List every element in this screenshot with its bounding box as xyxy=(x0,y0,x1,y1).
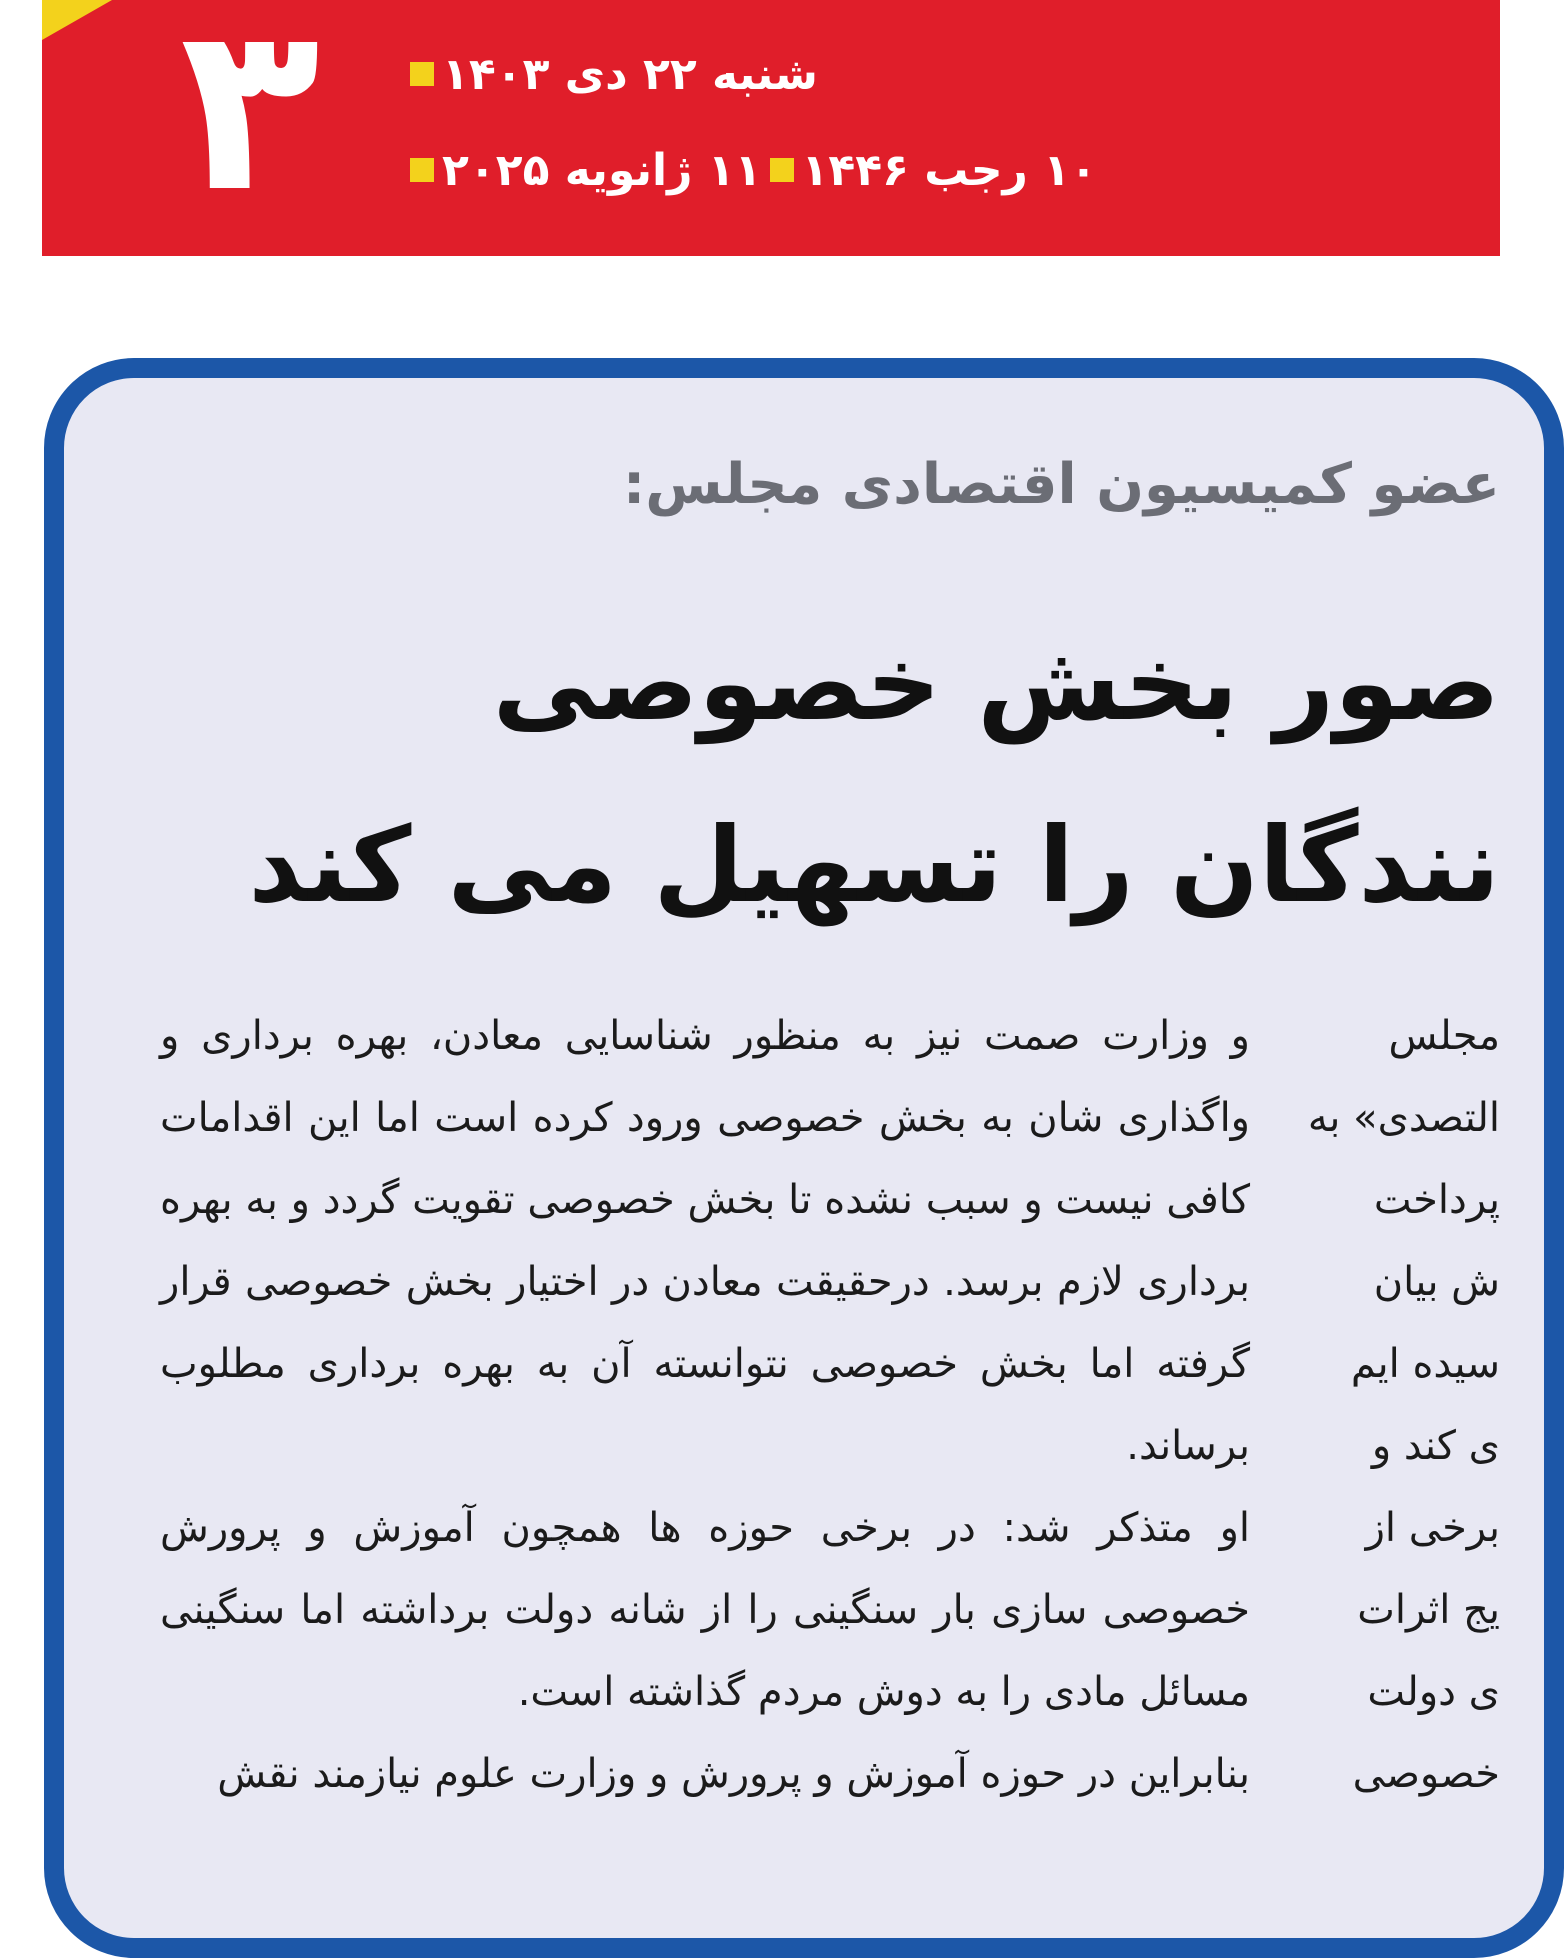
headline-line-2: نندگان را تسهیل می کند xyxy=(248,804,1500,926)
article-body-side-column xyxy=(1307,995,1500,1856)
side-column-line: مجلس xyxy=(1388,1013,1500,1059)
date-gregorian: ۱۱ ژانویه ۲۰۲۵ xyxy=(442,144,762,196)
side-column-line: سیده ایم xyxy=(1350,1341,1500,1387)
square-bullet-icon xyxy=(770,158,794,182)
date-line-solar xyxy=(410,44,826,104)
page-number: ۳ xyxy=(179,0,321,243)
side-column-line: ش بیان xyxy=(1373,1259,1500,1305)
side-column-line: یج اثرات xyxy=(1357,1587,1500,1633)
date-solar: شنبه ۲۲ دی ۱۴۰۳ xyxy=(442,48,818,100)
side-column-line: ی دولت xyxy=(1367,1669,1500,1715)
square-bullet-icon xyxy=(410,62,434,86)
body-paragraph: و وزارت صمت نیز به منظور شناسایی معادن، بهره برداری و واگذاری شان به بخش خصوصی ورود کرده است اما این اقدامات کافی نیست و سبب نشده تا بخش خصوصی تقویت گردد و به بهره برداری لازم برسد. درحقیقت معادن در اختیار بخش خصوصی قرار گرفته اما بخش خصوصی نتوانسته آن به بهره برداری مطلوب برساند. xyxy=(160,1013,1250,1469)
side-column-line: پرداخت xyxy=(1373,1177,1500,1223)
date-hijri: ۱۰ رجب ۱۴۴۶ xyxy=(801,144,1097,196)
side-column-line: خصوصی xyxy=(1352,1751,1500,1797)
headline-line-1: صور بخش خصوصی xyxy=(492,622,1500,744)
date-line-hijri-gregorian xyxy=(410,140,1105,200)
body-paragraph: او متذکر شد: در برخی حوزه ها همچون آموزش و پرورش خصوصی سازی بار سنگینی را از شانه دولت برداشته اما سنگینی مسائل مادی را به دوش مردم گذاشته است. xyxy=(160,1505,1250,1715)
side-column-line: ی کند و xyxy=(1371,1423,1500,1469)
article-kicker: عضو کمیسیون اقتصادی مجلس: xyxy=(622,452,1500,517)
article-body-main-column xyxy=(160,995,1250,1856)
corner-tab-decoration xyxy=(42,0,112,40)
square-bullet-icon xyxy=(410,158,434,182)
body-paragraph: بنابراین در حوزه آموزش و پرورش و وزارت علوم نیازمند نقش xyxy=(217,1751,1250,1797)
side-column-line: التصدی» به xyxy=(1307,1095,1500,1141)
side-column-line: برخی از xyxy=(1365,1505,1500,1551)
